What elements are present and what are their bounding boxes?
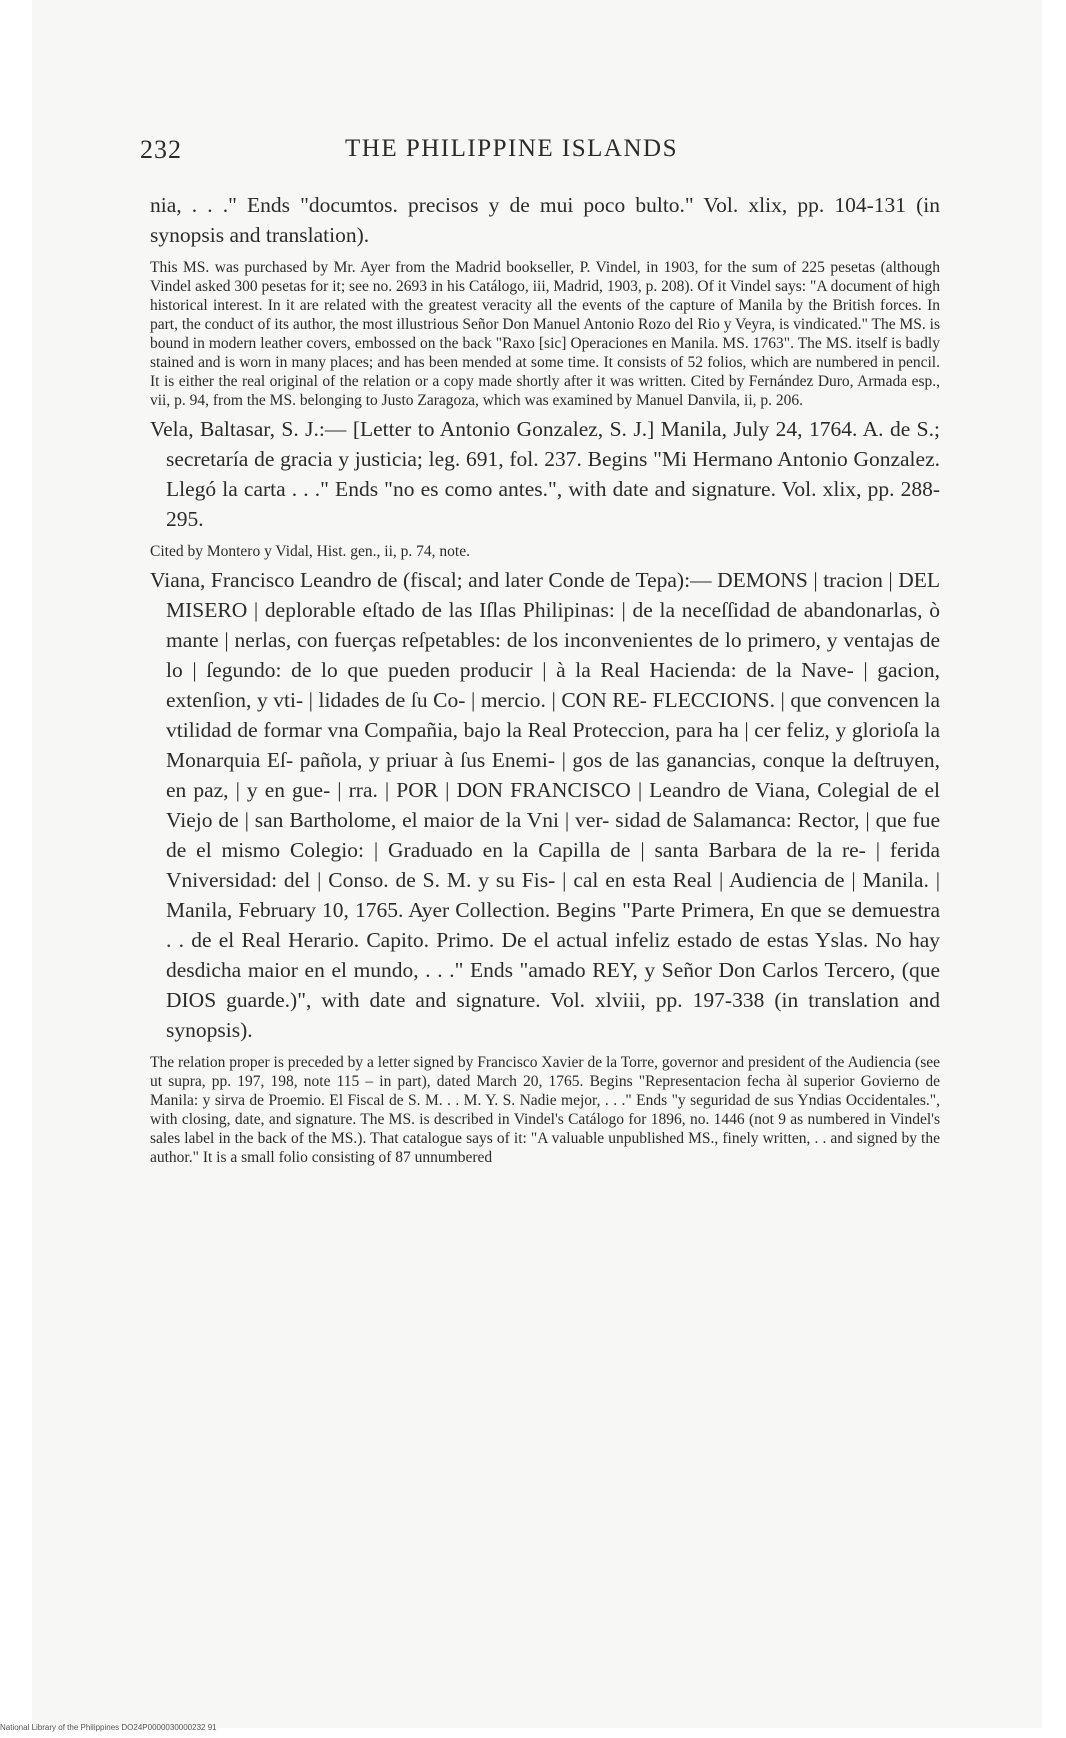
page-header: [140, 135, 940, 175]
entry-vela: Vela, Baltasar, S. J.:— [Letter to Antonio Gonzalez, S. J.] Manila, July 24, 1764. A. de S.; secretaría de gracia y justicia; leg. 691, fol. 237. Begins "Mi Hermano Antonio Gonzalez. Llegó la carta . . ." Ends "no es como antes.", with date and signature. Vol. xlix, pp. 288-295.: [150, 417, 940, 531]
paragraph-continuation: nia, . . ." Ends "documtos. precisos y de mui poco bulto." Vol. xlix, pp. 104-131 (in synopsis and translation).: [150, 193, 940, 247]
note-cited: Cited by Montero y Vidal, Hist. gen., ii, p. 74, note.: [150, 543, 470, 560]
page-number: 232: [140, 135, 182, 164]
footer-watermark: National Library of the Philippines DO24P0000030000232 91: [0, 1723, 217, 1732]
body-text: [150, 190, 940, 1171]
running-title: THE PHILIPPINE ISLANDS: [345, 135, 678, 162]
note-purchase: This MS. was purchased by Mr. Ayer from the Madrid bookseller, P. Vindel, in 1903, for the sum of 225 pesetas (although Vindel asked 300 pesetas for it; see no. 2693 in his Catálogo, iii, Madrid, 1903, p. 208). Of it Vindel says: "A document of high historical interest. In it are related with the greatest veracity all the events of the capture of Manila by the British forces. In part, the conduct of its author, the most illustrious Señor Don Manuel Antonio Rozo del Rio y Veyra, is vindicated." The MS. is bound in modern leather covers, embossed on the back "Raxo [sic] Operaciones en Manila. MS. 1763". The MS. itself is badly stained and is worn in many places; and has been mended at some time. It consists of 52 folios, which are numbered in pencil. It is either the real original of the relation or a copy made shortly after it was written. Cited by Fernández Duro, Armada esp., vii, p. 94, from the MS. belonging to Justo Zaragoza, which was examined by Manuel Danvila, ii, p. 206.: [150, 259, 940, 409]
note-relation: The relation proper is preceded by a letter signed by Francisco Xavier de la Torre, governor and president of the Audiencia (see ut supra, pp. 197, 198, note 115 – in part), dated March 20, 1765. Begins "Representacion fecha àl superior Govierno de Manila: y sirva de Proemio. El Fiscal de S. M. . . M. Y. S. Nadie mejor, . . ." Ends "y seguridad de sus Yndias Occidentales.", with closing, date, and signature. The MS. is described in Vindel's Catálogo for 1896, no. 1446 (not 9 as numbered in Vindel's sales label in the back of the MS.). That catalogue says of it: "A valuable unpublished MS., finely written, . . and signed by the author." It is a small folio consisting of 87 unnumbered: [150, 1054, 940, 1166]
entry-viana: Viana, Francisco Leandro de (fiscal; and later Conde de Tepa):— DEMONS | tracion | DEL MISERO | deplorable eſtado de las Iſlas Philipinas: | de la neceſſidad de abandonarlas, ò mante | nerlas, con fuerças reſpetables: de los inconvenientes de lo primero, y ventajas de lo | ſegundo: de lo que pueden producir | à la Real Hacienda: de la Nave- | gacion, extenſion, y vti- | lidades de ſu Co- | mercio. | CON RE- FLECCIONS. | que convencen la vtilidad de formar vna Compañia, bajo la Real Proteccion, para ha | cer feliz, y glorioſa la Monarquia Eſ- pañola, y priuar à ſus Enemi- | gos de las ganancias, conque la deſtruyen, en paz, | y en gue- | rra. | POR | DON FRANCISCO | Leandro de Viana, Colegial de el Viejo de | san Bartholome, el maior de la Vni | ver- sidad de Salamanca: Rector, | que fue de el mismo Colegio: | Graduado en la Capilla de | santa Barbara de la re- | ferida Vniversidad: del | Conso. de S. M. y su Fis- | cal en esta Real | Audiencia de | Manila. | Manila, February 10, 1765. Ayer Collection. Begins "Parte Primera, En que se demuestra . . de el Real Herario. Capito. Primo. De el actual infeliz estado de estas Yslas. No hay desdicha maior en el mundo, . . ." Ends "amado REY, y Señor Don Carlos Tercero, (que DIOS guarde.)", with date and signature. Vol. xlviii, pp. 197-338 (in translation and synopsis).: [150, 568, 940, 1042]
document-page: [32, 0, 1042, 1728]
